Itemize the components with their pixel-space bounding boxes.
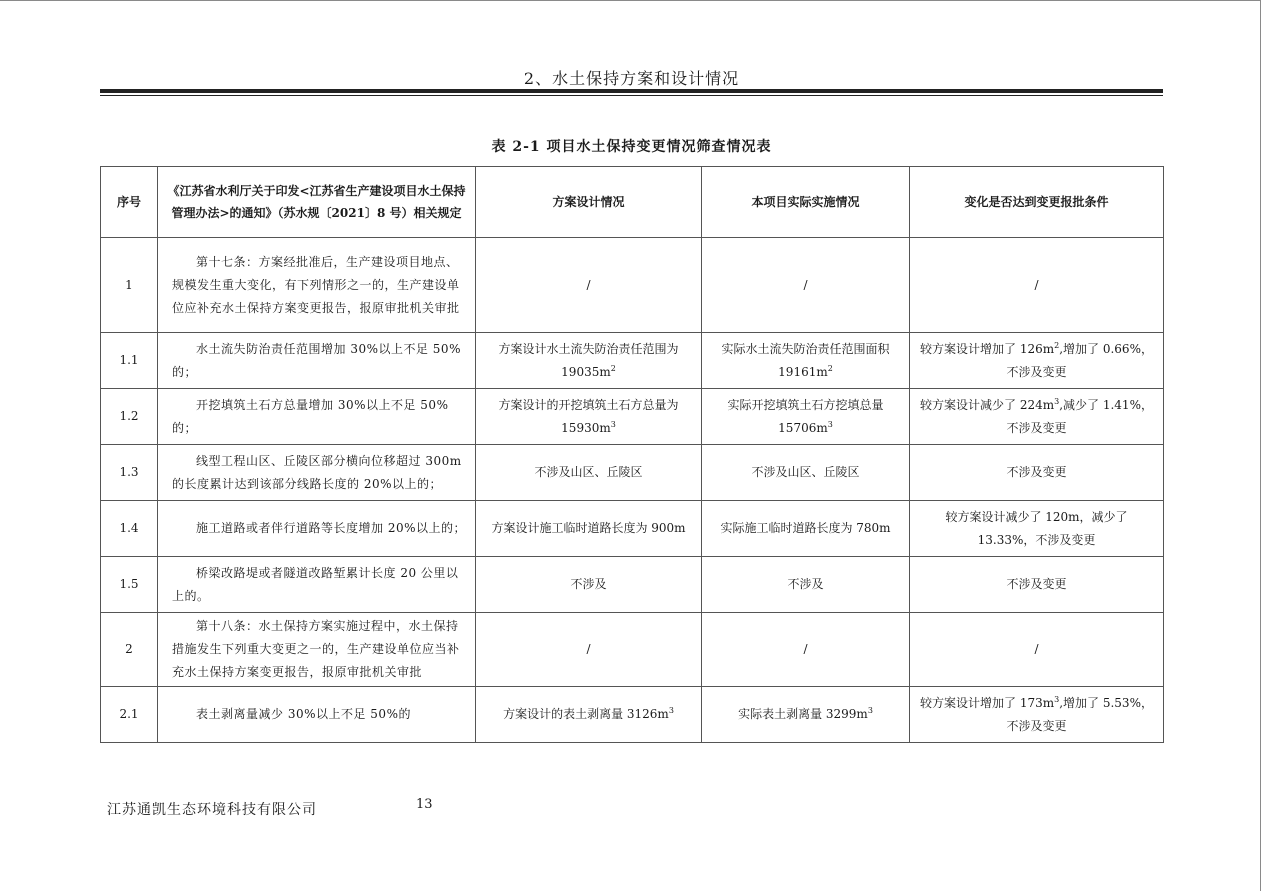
cell-actual — [702, 333, 910, 389]
cell-change — [910, 687, 1164, 743]
cell-change-text-b: ,减少了 1.41%，不涉及变更 — [1006, 397, 1153, 435]
cell-no: 2.1 — [101, 687, 158, 743]
cell-change: / — [910, 238, 1164, 333]
unit-superscript: 2 — [1054, 340, 1060, 350]
footer-page-number: 13 — [416, 797, 433, 812]
cell-no: 1.1 — [101, 333, 158, 389]
cell-plan — [476, 389, 702, 445]
cell-change: 不涉及变更 — [910, 445, 1164, 501]
table-row — [101, 557, 1164, 613]
cell-plan-text: 方案设计的表土剥离量 3126m — [503, 707, 669, 721]
cell-change-text-a: 较方案设计减少了 224m — [920, 397, 1055, 412]
header-rule-thick — [100, 89, 1163, 93]
footer-company-name: 江苏通凯生态环境科技有限公司 — [107, 802, 317, 818]
unit-superscript: 3 — [1054, 396, 1060, 406]
cell-change-text-b: ,增加了 0.66%，不涉及变更 — [1006, 341, 1153, 379]
cell-no: 1.5 — [101, 557, 158, 613]
table-row — [101, 687, 1164, 743]
cell-rule: 水土流失防治责任范围增加 30%以上不足 50%的； — [158, 333, 476, 389]
cell-plan — [476, 333, 702, 389]
cell-plan-text: 方案设计的开挖填筑土石方总量为 15930m — [498, 397, 679, 435]
cell-change — [910, 333, 1164, 389]
table-header-row — [101, 167, 1164, 238]
col-header-rule: 《江苏省水利厅关于印发<江苏省生产建设项目水土保持管理办法>的通知》（苏水规〔2021〕8 号）相关规定 — [158, 167, 476, 238]
col-header-actual: 本项目实际实施情况 — [702, 167, 910, 238]
cell-actual: 不涉及 — [702, 557, 910, 613]
unit-superscript: 3 — [867, 706, 873, 715]
table-row — [101, 445, 1164, 501]
header-rule-thin — [100, 95, 1163, 96]
col-header-no: 序号 — [101, 167, 158, 238]
table-row — [101, 501, 1164, 557]
screening-table — [100, 166, 1164, 743]
cell-plan — [476, 687, 702, 743]
unit-superscript: 3 — [610, 419, 616, 429]
cell-plan: 不涉及 — [476, 557, 702, 613]
cell-actual: 实际施工临时道路长度为 780m — [702, 501, 910, 557]
cell-actual-text: 实际开挖填筑土石方挖填总量 15706m — [727, 397, 884, 435]
table-title: 表 2-1 项目水土保持变更情况筛查情况表 — [491, 139, 772, 155]
cell-rule: 表土剥离量减少 30%以上不足 50%的 — [158, 687, 476, 743]
cell-plan: / — [476, 613, 702, 687]
cell-rule: 开挖填筑土石方总量增加 30%以上不足 50%的； — [158, 389, 476, 445]
cell-no: 1.4 — [101, 501, 158, 557]
unit-superscript: 2 — [610, 363, 616, 373]
cell-change-text-a: 较方案设计增加了 126m — [920, 341, 1055, 356]
cell-plan: 不涉及山区、丘陵区 — [476, 445, 702, 501]
cell-no: 1.2 — [101, 389, 158, 445]
cell-no: 1 — [101, 238, 158, 333]
cell-no: 1.3 — [101, 445, 158, 501]
col-header-change: 变化是否达到变更报批条件 — [910, 167, 1164, 238]
section-header-title: 2、水土保持方案和设计情况 — [523, 69, 740, 88]
col-header-plan: 方案设计情况 — [476, 167, 702, 238]
cell-actual: / — [702, 613, 910, 687]
cell-change-text-b: ,增加了 5.53%，不涉及变更 — [1006, 695, 1153, 733]
cell-actual: 不涉及山区、丘陵区 — [702, 445, 910, 501]
cell-rule: 线型工程山区、丘陵区部分横向位移超过 300m 的长度累计达到该部分线路长度的 20%以上的； — [158, 445, 476, 501]
cell-rule: 施工道路或者伴行道路等长度增加 20%以上的； — [158, 501, 476, 557]
cell-change-text-a: 较方案设计增加了 173m — [920, 695, 1055, 710]
unit-superscript: 3 — [827, 419, 833, 429]
cell-rule: 桥梁改路堤或者隧道改路堑累计长度 20 公里以上的。 — [158, 557, 476, 613]
cell-actual: / — [702, 238, 910, 333]
cell-no: 2 — [101, 613, 158, 687]
cell-plan-text: 方案设计水土流失防治责任范围为 19035m — [498, 341, 679, 379]
cell-actual-text: 实际表土剥离量 3299m — [738, 707, 868, 721]
cell-change: 较方案设计减少了 120m，减少了 13.33%，不涉及变更 — [910, 501, 1164, 557]
cell-change: 不涉及变更 — [910, 557, 1164, 613]
cell-plan: 方案设计施工临时道路长度为 900m — [476, 501, 702, 557]
unit-superscript: 2 — [827, 363, 833, 373]
cell-rule: 第十八条：水土保持方案实施过程中，水土保持措施发生下列重大变更之一的，生产建设单位应当补充水土保持方案变更报告，报原审批机关审批 — [158, 613, 476, 687]
cell-rule: 第十七条：方案经批准后，生产建设项目地点、规模发生重大变化，有下列情形之一的，生产建设单位应补充水土保持方案变更报告，报原审批机关审批 — [158, 238, 476, 333]
cell-actual — [702, 687, 910, 743]
unit-superscript: 3 — [1054, 694, 1060, 704]
unit-superscript: 3 — [668, 706, 674, 715]
cell-plan: / — [476, 238, 702, 333]
cell-change — [910, 389, 1164, 445]
table-row — [101, 613, 1164, 687]
cell-actual-text: 实际水土流失防治责任范围面积 19161m — [721, 341, 890, 379]
cell-actual — [702, 389, 910, 445]
table-row — [101, 238, 1164, 333]
table-row — [101, 333, 1164, 389]
table-row — [101, 389, 1164, 445]
cell-change: / — [910, 613, 1164, 687]
